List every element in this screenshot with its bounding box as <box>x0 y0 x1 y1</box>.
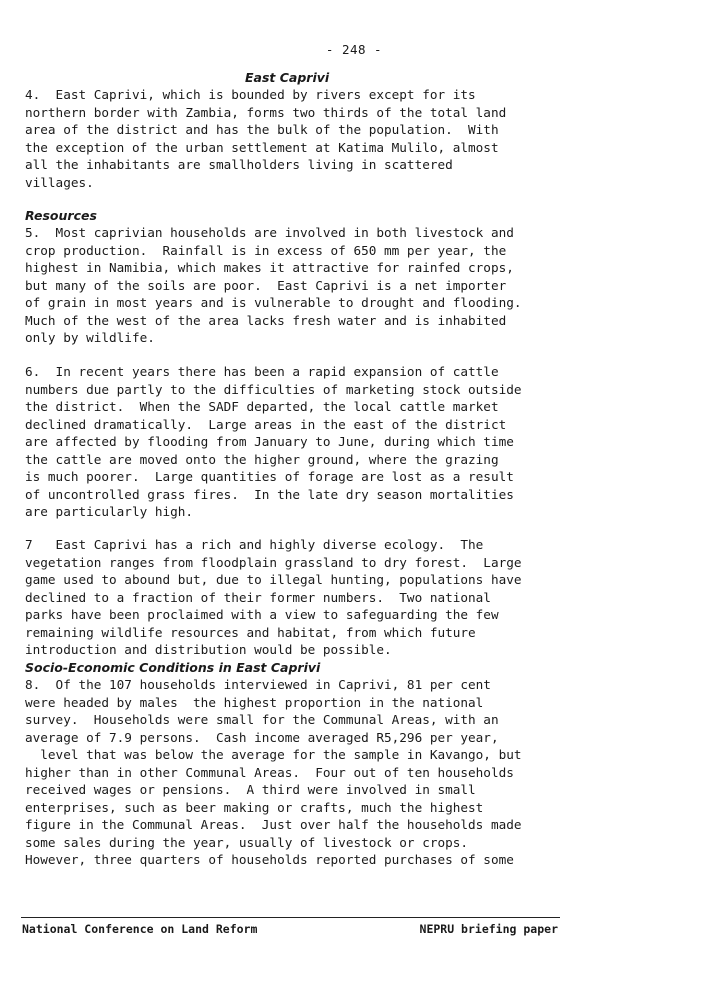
page-number: - 248 - <box>325 42 383 57</box>
text-line: 8. Of the 107 households interviewed in Caprivi, 81 per cent <box>25 677 491 692</box>
text-line: declined to a fraction of their former numbers. Two national <box>25 589 491 605</box>
footer-divider <box>21 917 560 918</box>
text-line: enterprises, such as beer making or crafts, much the highest <box>25 799 484 815</box>
text-line: the district. When the SADF departed, the local cattle market <box>25 399 499 414</box>
footer-conference-title: National Conference on Land Reform <box>22 922 258 936</box>
text-line: the cattle are moved onto the higher ground, where the grazing <box>25 451 499 467</box>
text-line: game used to abound but, due to illegal hunting, populations have <box>25 572 522 587</box>
text-line: crop production. Rainfall is in excess of 650 mm per year, the <box>25 242 507 258</box>
text-line: vegetation ranges from floodplain grassland to dry forest. Large <box>25 554 522 570</box>
text-line: villages. <box>25 174 94 190</box>
text-line: is much poorer. Large quantities of forage are lost as a result <box>25 469 514 484</box>
text-line: higher than in other Communal Areas. Four out of ten households <box>25 764 514 780</box>
text-line: northern border with Zambia, forms two thirds of the total land <box>25 104 507 120</box>
text-line: of uncontrolled grass fires. In the late dry season mortalities <box>25 486 514 502</box>
text-line: of grain in most years and is vulnerable to drought and flooding. <box>25 295 522 310</box>
text-line: remaining wildlife resources and habitat, from which future <box>25 624 476 640</box>
text-line: are affected by flooding from January to June, during which time <box>25 434 514 449</box>
text-line: but many of the soils are poor. East Caprivi is a net importer <box>25 277 507 293</box>
text-line: the exception of the urban settlement at Katima Mulilo, almost <box>25 139 499 155</box>
text-line: However, three quarters of households reported purchases of some <box>25 852 514 867</box>
text-line: introduction and distribution would be possible. <box>25 642 392 657</box>
text-line: area of the district and has the bulk of the population. With <box>25 122 499 137</box>
text-line: 4. East Caprivi, which is bounded by rivers except for its <box>25 87 476 102</box>
paragraph-7 <box>25 536 565 659</box>
text-line: 7 East Caprivi has a rich and highly diverse ecology. The <box>25 537 484 552</box>
text-line: parks have been proclaimed with a view to safeguarding the few <box>25 607 499 622</box>
text-line: received wages or pensions. A third were involved in small <box>25 782 476 797</box>
text-line: all the inhabitants are smallholders living in scattered <box>25 157 453 172</box>
text-line: declined dramatically. Large areas in the east of the district <box>25 416 507 432</box>
heading-east-caprivi: East Caprivi <box>245 70 330 85</box>
heading-socio-economic: Socio-Economic Conditions in East Caprivi <box>25 660 321 675</box>
paragraph-5 <box>25 224 565 347</box>
text-line: were headed by males the highest proportion in the national <box>25 694 484 710</box>
footer-paper-label: NEPRU briefing paper <box>419 922 558 936</box>
text-line: only by wildlife. <box>25 330 155 345</box>
text-line: 6. In recent years there has been a rapid expansion of cattle <box>25 364 499 379</box>
text-line: level that was below the average for the sample in Kavango, but <box>25 747 522 762</box>
text-line: some sales during the year, usually of livestock or crops. <box>25 834 469 850</box>
text-line: numbers due partly to the difficulties of marketing stock outside <box>25 381 522 397</box>
heading-resources: Resources <box>25 208 97 223</box>
text-line: are particularly high. <box>25 504 194 519</box>
paragraph-4 <box>25 86 565 191</box>
paragraph-6 <box>25 363 565 521</box>
text-line: figure in the Communal Areas. Just over half the households made <box>25 817 522 832</box>
text-line: highest in Namibia, which makes it attractive for rainfed crops, <box>25 260 514 275</box>
text-line: 5. Most caprivian households are involved in both livestock and <box>25 225 514 240</box>
text-line: survey. Households were small for the Communal Areas, with an <box>25 712 499 727</box>
text-line: average of 7.9 persons. Cash income averaged R5,296 per year, <box>25 729 499 745</box>
paragraph-8 <box>25 676 565 869</box>
text-line: Much of the west of the area lacks fresh water and is inhabited <box>25 312 507 328</box>
